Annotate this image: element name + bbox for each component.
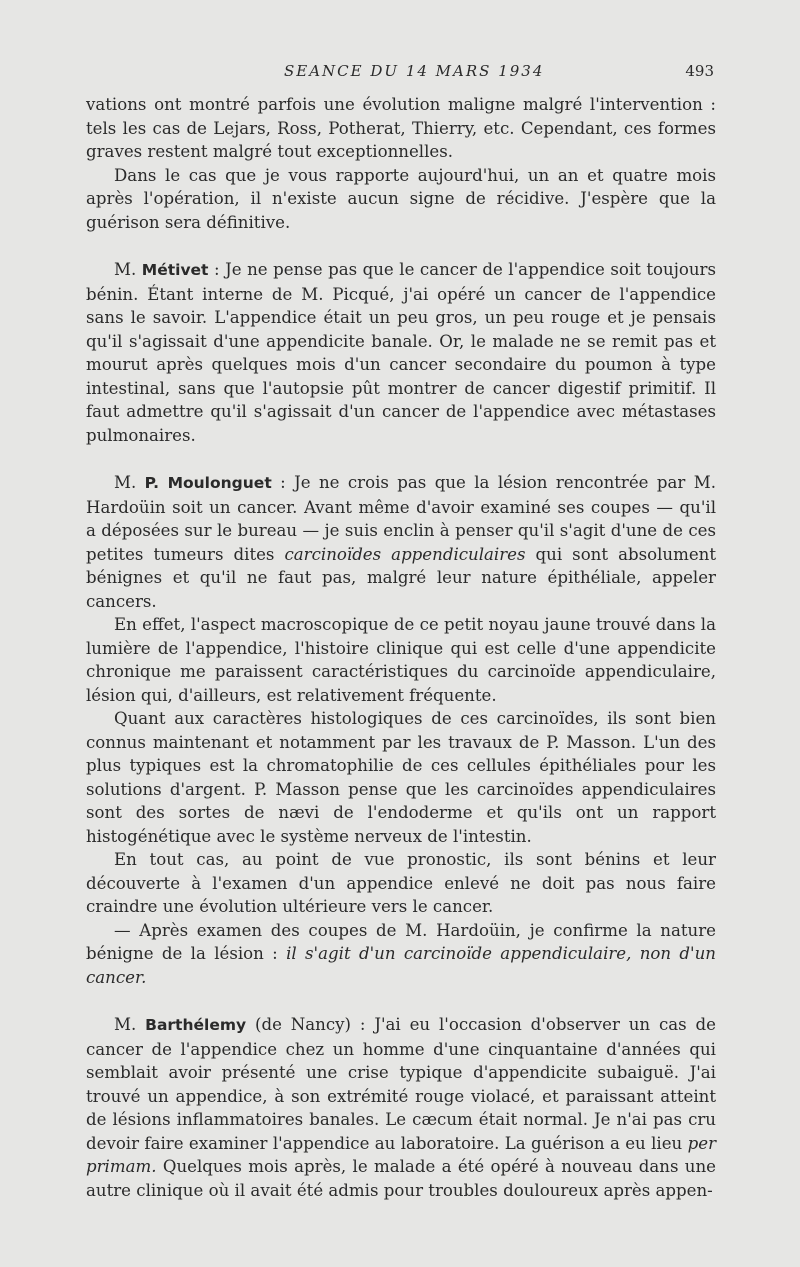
paragraph-barthelemy bbox=[86, 1013, 716, 1202]
italic-latin: per primam. bbox=[86, 1133, 716, 1176]
paragraph-text: qui sont absolument bénignes et qu'il ne faut pas, malgré leur nature épithéliale, appeler cancers. bbox=[86, 544, 716, 611]
speaker-name: Barthélemy bbox=[145, 1016, 247, 1034]
paragraph-moulonguet bbox=[86, 471, 716, 613]
speaker-prefix: M. bbox=[114, 1015, 146, 1034]
paragraph-text: (de Nancy) : J'ai eu l'occasion d'observer un cas de cancer de l'appendice chez un homme d'une cinquantaine d'années qui semblait avoir présenté une crise typique d'appendicite subaiguë. J'ai trouvé un appendice, à son extrémité rouge violacé, et paraissant atteint de lésions inflammatoires banales. Le cæcum était normal. Je n'ai pas cru devoir faire examiner l'appendice au laboratoire. La guérison a eu lieu bbox=[86, 1015, 716, 1153]
paragraph-metivet bbox=[86, 258, 716, 447]
paragraph-confirmation bbox=[86, 919, 716, 990]
paragraph-text: — Après examen des coupes de M. Hardoüin, je confirme la nature bénigne de la lésion : bbox=[86, 920, 716, 963]
paragraph-text: : Je ne pense pas que le cancer de l'appendice soit toujours bénin. Étant interne de M. Picqué, j'ai opéré un cancer de l'appendice sans le savoir. L'appendice était un peu gros, un peu rouge et je pensais qu'il s'agissait d'une appendicite banale. Or, le malade ne se remit pas et mourut après quelques mois d'un cancer secondaire du poumon à type intestinal, sans que l'autopsie pût montrer de cancer digestif primitif. Il faut admettre qu'il s'agissait d'un cancer de l'appendice avec métastases pulmonaires. bbox=[86, 260, 716, 445]
speaker-prefix: M. bbox=[114, 260, 142, 279]
page-header bbox=[86, 62, 714, 84]
speaker-name: Métivet bbox=[141, 261, 209, 279]
paragraph-text: Quelques mois après, le malade a été opéré à nouveau dans une autre clinique où il avait été admis pour troubles douloureux après appen- bbox=[86, 1157, 716, 1200]
speaker-name: P. Moulonguet bbox=[144, 474, 272, 492]
speaker-prefix: M. bbox=[114, 473, 145, 492]
paragraph-case-outcome: Dans le cas que je vous rapporte aujourd'hui, un an et quatre mois après l'opération, il n'existe aucun signe de récidive. J'espère que la guérison sera définitive. bbox=[86, 165, 716, 232]
paragraph-histology: Quant aux caractères histologiques de ces carcinoïdes, ils sont bien connus maintenant et notamment par les travaux de P. Masson. L'un des plus typiques est la chromatophilie de ces cellules épithéliales pour les solutions d'argent. P. Masson pense que les carcinoïdes appendiculaires sont des sortes de nævi de l'endoderme et qu'ils ont un rapport histogénétique avec le système nerveux de l'intestin. bbox=[86, 709, 716, 846]
paragraph-continuation: vations ont montré parfois une évolution maligne malgré l'intervention : tels les cas de Lejars, Ross, Potherat, Thierry, etc. Cependant, ces formes graves restent malgré tout exceptionnelles. bbox=[86, 95, 716, 161]
italic-term: carcinoïdes appendiculaires bbox=[284, 544, 526, 564]
page-number: 493 bbox=[685, 62, 714, 80]
paragraph-text: : Je ne crois pas que la lésion rencontrée par M. Hardoüin soit un cancer. Avant même d'avoir examiné ses coupes — qu'il a déposées sur le bureau — je suis enclin à penser qu'il s'agit d'une de ces petites tumeurs dites bbox=[86, 473, 716, 564]
article-body bbox=[86, 93, 716, 1202]
paragraph-macroscopic: En effet, l'aspect macroscopique de ce petit noyau jaune trouvé dans la lumière de l'appendice, l'histoire clinique qui est celle d'une appendicite chronique me paraissent caractéristiques du carcinoïde appendiculaire, lésion qui, d'ailleurs, est relativement fréquente. bbox=[86, 615, 716, 705]
italic-conclusion: il s'agit d'un carcinoïde appendiculaire, non d'un cancer. bbox=[86, 944, 716, 987]
running-head: SEANCE DU 14 MARS 1934 bbox=[284, 62, 545, 80]
paragraph-prognosis: En tout cas, au point de vue pronostic, ils sont bénins et leur découverte à l'examen d'un appendice enlevé ne doit pas nous faire craindre une évolution ultérieure vers le cancer. bbox=[86, 850, 716, 916]
